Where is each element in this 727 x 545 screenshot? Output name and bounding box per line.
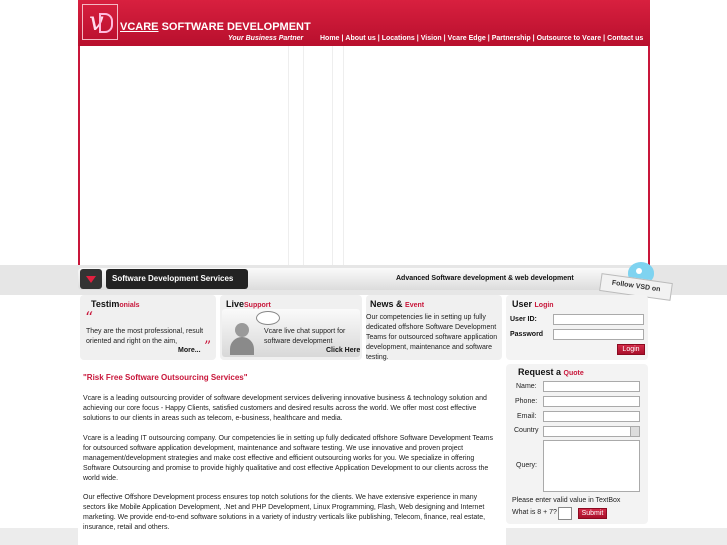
nav-separator: | xyxy=(443,35,446,42)
news-title-main: News & xyxy=(370,299,403,309)
main-content xyxy=(78,364,504,545)
services-tab[interactable]: Software Development Services xyxy=(106,269,248,289)
nav-home[interactable]: Home xyxy=(320,35,340,42)
news-title xyxy=(370,299,424,309)
login-button[interactable]: Login xyxy=(617,344,645,355)
request-quote-title xyxy=(518,367,584,377)
left-footer-band xyxy=(0,528,78,545)
vcare-logo-icon[interactable] xyxy=(82,4,118,40)
testimonials-more-link[interactable]: More... xyxy=(178,347,201,354)
live-support-panel xyxy=(220,295,362,360)
quote-phone-input[interactable] xyxy=(543,396,640,407)
nav-about-us[interactable]: About us xyxy=(345,35,376,42)
chevron-down-icon[interactable] xyxy=(630,427,639,436)
request-quote-panel xyxy=(506,364,648,524)
main-paragraph-1: Vcare is a leading outsourcing provider of software development services delivering innovative business & technology solution and achieving our core focus - Happy Clients, satisfied customers and desired results across the world. We offer most cost effective solutions to our clients in areas such as telecom, e-business, healthcare and media. xyxy=(83,395,487,422)
close-quote-icon: ” xyxy=(204,339,212,355)
person-head xyxy=(235,323,249,337)
quote-name-label: Name: xyxy=(516,383,537,390)
news-title-accent: Event xyxy=(405,302,425,309)
testimonial-text: They are the most professional, result oriented and right on the aim, xyxy=(86,328,204,345)
nav-locations[interactable]: Locations xyxy=(381,35,415,42)
follow-label: Follow VSD on xyxy=(599,273,673,301)
nav-separator: | xyxy=(416,35,419,42)
banner-divider xyxy=(332,46,344,265)
testimonials-title-main: Testim xyxy=(91,299,120,309)
testimonials-title xyxy=(91,299,140,309)
brand-suffix: SOFTWARE DEVELOPMENT xyxy=(161,21,311,33)
live-chat-box[interactable] xyxy=(222,309,360,357)
quote-query-label: Query: xyxy=(516,462,538,469)
quote-name-input[interactable] xyxy=(543,381,640,392)
banner-divider xyxy=(288,46,304,265)
user-login-panel xyxy=(506,295,648,360)
request-quote-title-main: Request a xyxy=(518,367,562,377)
nav-separator: | xyxy=(603,35,606,42)
nav-separator: | xyxy=(487,35,490,42)
password-input[interactable] xyxy=(553,329,644,340)
quote-phone-label: Phone: xyxy=(515,398,538,405)
user-login-title xyxy=(512,299,554,309)
quote-submit-button[interactable]: Submit xyxy=(578,508,607,519)
live-support-title xyxy=(226,299,271,309)
quote-validation-note: Please enter valid value in TextBox xyxy=(512,497,621,504)
quote-email-label: Email: xyxy=(517,413,537,420)
live-support-title-accent: Support xyxy=(244,302,271,309)
userid-label: User ID: xyxy=(510,316,537,323)
brand-prefix: VCARE xyxy=(120,21,159,33)
quote-email-input[interactable] xyxy=(543,411,640,422)
logo-letter-d xyxy=(99,13,113,33)
quote-query-textarea[interactable] xyxy=(543,440,640,492)
banner-area xyxy=(78,46,650,265)
chat-bubble-icon xyxy=(256,311,280,325)
logo-letter-v: v xyxy=(89,7,104,37)
live-support-title-main: Live xyxy=(226,299,245,309)
captcha-question: What is 8 + 7? xyxy=(512,509,557,516)
nav-separator: | xyxy=(341,35,344,42)
password-label: Password xyxy=(510,331,544,338)
userid-input[interactable] xyxy=(553,314,644,325)
tagline: Your Business Partner xyxy=(228,35,304,42)
nav-vision[interactable]: Vision xyxy=(420,35,442,42)
support-person-icon xyxy=(230,323,254,355)
quote-country-label: Country xyxy=(514,427,539,434)
brand-name[interactable] xyxy=(120,21,311,33)
user-login-title-main: User xyxy=(512,299,533,309)
news-panel xyxy=(366,295,502,360)
services-tagline: Advanced Software development & web development xyxy=(396,275,574,282)
top-navigation xyxy=(320,35,643,42)
nav-vcare-edge[interactable]: Vcare Edge xyxy=(447,35,486,42)
site-header xyxy=(78,0,650,46)
user-login-title-accent: Login xyxy=(534,302,554,309)
testimonials-title-accent: onials xyxy=(119,302,140,309)
live-support-click-link[interactable]: Click Here xyxy=(326,347,361,354)
nav-outsource[interactable]: Outsource to Vcare xyxy=(536,35,602,42)
person-body xyxy=(230,337,254,355)
nav-separator: | xyxy=(532,35,535,42)
nav-contact-us[interactable]: Contact us xyxy=(607,35,644,42)
open-quote-icon: “ xyxy=(85,308,94,327)
main-paragraph-2: Vcare is a leading IT outsourcing company. Our competencies lie in setting up fully dedicated offshore Software Development Teams for outsourced software application development, maintenance and software testing. We use innovative and proven project management/development strategies and make cost effective and efficient outsourcing works for you. We specialize in offering Software Outsourcing and promise to provide highly qualitative and cost effective Application Development to our clients across the world wide. xyxy=(83,435,493,482)
captcha-input[interactable] xyxy=(558,507,572,520)
services-toggle-icon[interactable] xyxy=(80,269,102,289)
news-text: Our competencies lie in setting up fully dedicated offshore Software Development Teams for outsourced software application development, maintenance and software testing. xyxy=(366,314,498,361)
testimonials-panel xyxy=(80,295,216,360)
nav-partnership[interactable]: Partnership xyxy=(491,35,531,42)
main-heading: "Risk Free Software Outsourcing Services" xyxy=(83,373,248,382)
services-bar xyxy=(78,268,650,290)
quote-country-select[interactable] xyxy=(543,426,640,437)
nav-separator: | xyxy=(377,35,380,42)
request-quote-title-accent: Quote xyxy=(563,370,584,377)
right-footer-band xyxy=(506,528,727,545)
main-paragraph-3: Our effective Offshore Development process ensures top notch solutions for the clients. We have extensive experience in many sectors like Mobile Application Development, .Net and PHP Development, Linux Programming, Flash, Web designing and Internet marketing. We provide end-to-end software solutions in a variety of industry verticals like publishing, Telecom, finance, real estate, insurance, retail and others. xyxy=(83,494,486,531)
live-support-text: Vcare live chat support for software development xyxy=(264,328,346,345)
